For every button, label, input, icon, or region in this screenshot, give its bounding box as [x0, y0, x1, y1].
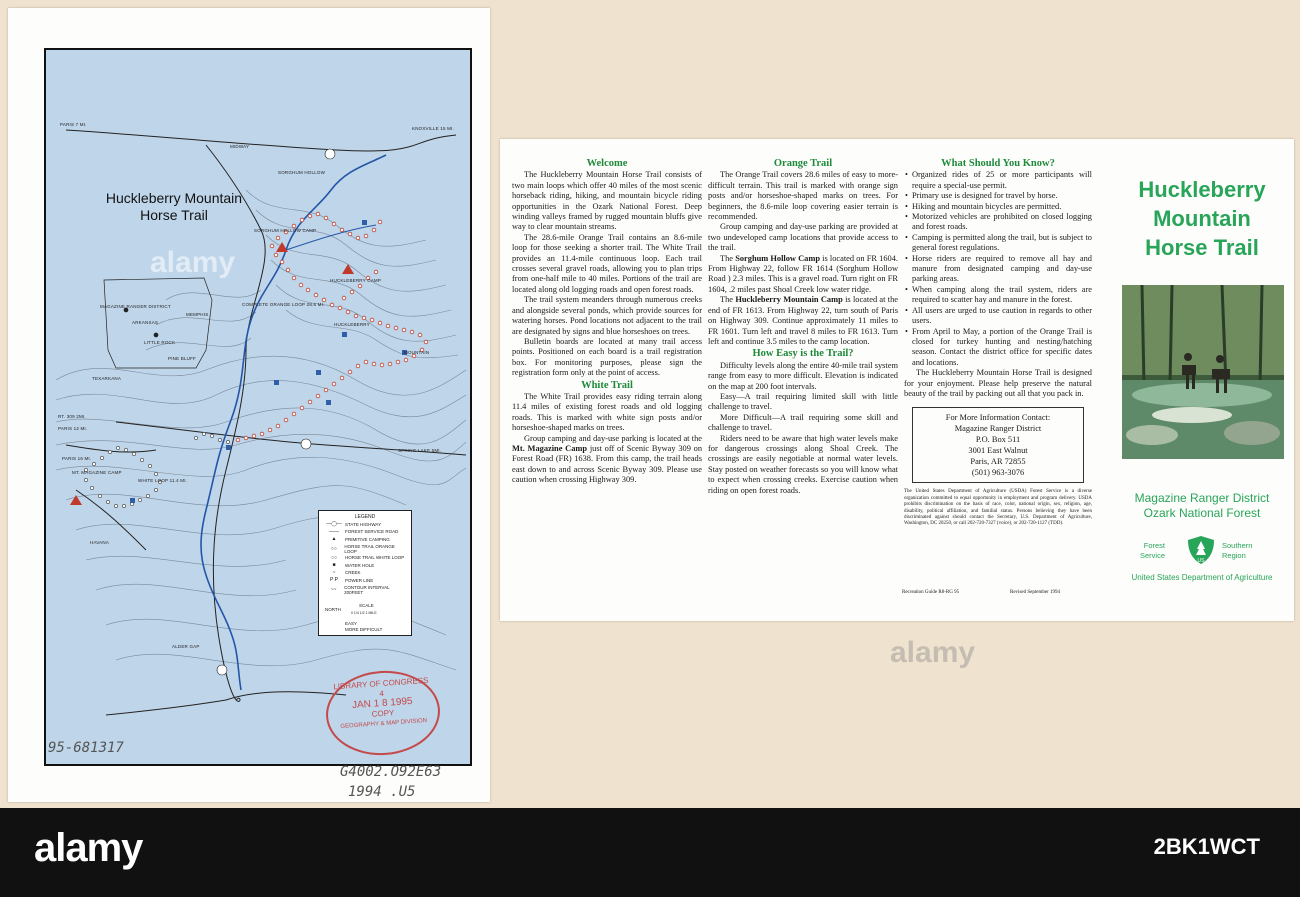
cover-title-line1: Huckleberry — [1138, 177, 1266, 202]
legend-item — [323, 577, 407, 583]
white-p2-c: just off of Scenic Byway 309 on Forest Road (FR) 1638. From this camp, the trail heads east down to and across Scenic Byway 309. Please use caution when crossing Highway 309. — [512, 443, 703, 485]
welcome-p1: The Huckleberry Mountain Horse Trail consists of two main loops which offer 40 miles of the most scenic horseback riding, hiking, and mountain bicycle riding opportunities in the Ozark National Forest. Deep winding valleys framed by rugged mountain bluffs give way to clear mountain streams. — [512, 170, 702, 232]
revised-date: Revised September 1994 — [1010, 590, 1060, 595]
legend-more-difficult: MORE DIFFICULT — [345, 627, 383, 632]
welcome-p3: The trail system meanders through numerous creeks and alongside several ponds, which provide sources for watering horses. Pond locations not adjacent to the trail are designated by signs and blue horseshoes on trees. — [512, 295, 702, 336]
label-huckleberry-camp: HUCKLEBERRY CAMP — [330, 278, 382, 283]
cover-title-line2: Mountain — [1153, 206, 1251, 231]
know-list-item: • From April to May, a portion of the Orange Trail is closed for turkey hunting and nesting/hatching season. Contact the district office for specific dates and locations. — [912, 327, 1092, 369]
map-sheet — [8, 8, 490, 802]
legend-symbol: P P — [330, 577, 338, 584]
cover-title-line3: Horse Trail — [1145, 235, 1259, 260]
welcome-p2: The 28.6-mile Orange Trail contains an 8.6-mile loop for those seeking a shorter trail. The White Trail provides an 11.4-mile continuous loop. Each trail crosses several gravel roads, allowing you to plan trips from one-half mile to 40 miles. Portions of the trail are located along old logging roads and open forest roads. — [512, 232, 702, 294]
legend-label: CREEK — [345, 570, 361, 576]
legend-symbol: ○○ — [330, 554, 338, 561]
column-orange — [708, 159, 898, 496]
handwritten-number: 95-681317 — [48, 740, 124, 756]
know-list-item: • When camping along the trail system, riders are required to scatter hay and manure in the forest. — [912, 285, 1092, 306]
legend-label: POWER LINE — [345, 577, 374, 583]
legend-symbol: ~~ — [330, 586, 337, 593]
map-title-line1: Huckleberry Mountain — [105, 190, 243, 206]
legend-item — [323, 521, 407, 527]
label-mountain: MOUNTAIN — [404, 350, 430, 355]
label-knoxville: KNOXVILLE 15 MI. — [412, 126, 454, 131]
orange-p2: Group camping and day-use parking are provided at two undeveloped camp locations that provide access to the trail. — [708, 222, 898, 253]
trail-map — [44, 48, 472, 766]
svg-text:US: US — [1197, 558, 1205, 564]
stamp-line3: JAN 1 8 1995 — [351, 695, 413, 712]
recreation-guide-number: Recreation Guide R8-RG 95 — [902, 590, 960, 595]
fs-left-line2: Service — [1140, 551, 1166, 560]
fs-right-line2: Region — [1222, 551, 1246, 560]
cover-district-line1: Magazine Ranger District — [1134, 491, 1270, 505]
know-list-item: • Motorized vehicles are prohibited on closed logging and forest roads. — [912, 212, 1092, 233]
contact-line3: P.O. Box 511 — [975, 435, 1021, 445]
easy-heading: How Easy is the Trail? — [752, 348, 854, 360]
legend-label: HORSE TRAIL ORANGE LOOP — [344, 543, 395, 554]
fs-right-line1: Southern — [1222, 541, 1253, 550]
easy-p4: Riders need to be aware that high water levels make for dangerous crossings along Shoal Creek. The crossings are easily negotiable at normal water levels. Stay posted on weather forecasts so you will know what to expect when crossing creeks. Exercise caution when riding on open forest roads. — [708, 433, 898, 495]
white-p2-camp: Mt. Magazine Camp — [512, 443, 588, 453]
welcome-p4: Bulletin boards are located at many trail access points. Positioned on each board is a trail registration box. For monitoring purposes, please sign the registration form only at the point of access. — [512, 336, 702, 378]
map-legend — [318, 510, 412, 636]
know-list-item: • Camping is permitted along the trail, but is subject to general forest regulations. — [912, 233, 1092, 254]
know-closing: The Huckleberry Mountain Horse Trail is designed for your enjoyment. Please help preserve the natural beauty of the trail by packing out all that you pack in. — [904, 368, 1092, 398]
orange-p1: The Orange Trail covers 28.6 miles of easy to more-difficult terrain. This trail is marked with orange sign posts and/or horseshoe-shaped marks on trees. For beginners, the 8.6-mile loop covering easier terrain is recommended. — [708, 170, 898, 222]
label-sorghum-camp: SORGHUM HOLLOW CAMP — [254, 228, 317, 233]
easy-p1: Difficulty levels along the entire 40-mile trail system range from easy to more difficult. Elevation is indicated on the map at 200 foot intervals. — [708, 360, 898, 391]
cover-title — [1110, 175, 1294, 262]
orange-p3-a: The — [720, 253, 736, 263]
legend-item — [323, 570, 407, 576]
label-white-loop: WHITE LOOP 11.4 MI. — [138, 478, 188, 483]
contact-line1: For More Information Contact: — [945, 413, 1051, 423]
cover-panel — [1110, 139, 1294, 621]
contact-line4: 3001 East Walnut — [968, 446, 1028, 456]
white-p1: The White Trail provides easy riding terrain along 11.4 miles of existing forest roads and old logging roads. This is marked with white sign posts and/or horseshoe-shaped marks on trees. — [512, 391, 702, 433]
handwritten-call-year: 1994 .U5 — [348, 784, 416, 800]
label-spring-lake: SPRING LAKE 5MI. — [398, 448, 442, 453]
label-pine-bluff: PINE BLUFF — [168, 356, 197, 361]
white-heading: White Trail — [581, 379, 633, 391]
stamp-line4: COPY — [371, 708, 395, 719]
legend-label: STATE HIGHWAY — [345, 521, 382, 527]
fs-left-line1: Forest — [1143, 541, 1166, 550]
column-know — [904, 159, 1092, 528]
stamp-line2: 4 — [379, 688, 385, 699]
legend-symbol: ○○ — [330, 545, 337, 552]
map-title-line2: Horse Trail — [140, 207, 208, 223]
legend-symbol: —— — [329, 528, 339, 535]
know-list-item: • All users are urged to use caution in regards to other users. — [912, 306, 1092, 327]
legend-item — [323, 536, 407, 542]
stamp-line5: GEOGRAPHY & MAP DIVISION — [340, 717, 428, 730]
know-list-item: • Primary use is designed for travel by horse. — [912, 191, 1092, 201]
legend-label: HORSE TRAIL WHITE LOOP — [345, 555, 405, 561]
legend-item — [323, 544, 407, 554]
map-drawing — [46, 50, 470, 764]
label-paris-16: PARIS 16 MI. — [62, 456, 92, 461]
label-alder-gap: ALDER GAP — [172, 644, 200, 649]
legend-symbol: ■ — [332, 562, 336, 569]
handwritten-call-number: G4002.O92E63 — [340, 764, 442, 780]
watermark-brand: alamy — [34, 826, 143, 870]
legend-label: PRIMITIVE CAMPING — [345, 536, 390, 542]
legend-item — [323, 555, 407, 561]
label-midway: MIDWAY — [230, 144, 250, 149]
label-orange-loop: COMPLETE ORANGE LOOP 28.6 MI. — [242, 302, 325, 307]
know-list-item: • Organized rides of 25 or more participants will require a special-use permit. — [912, 170, 1092, 191]
legend-label: FOREST SERVICE ROAD — [345, 529, 399, 535]
label-arkansas: ARKANSAS — [132, 320, 159, 325]
label-little-rock: LITTLE ROCK — [144, 340, 176, 345]
know-list — [904, 170, 1092, 368]
nondiscrimination-text: The United States Department of Agriculture (USDA) Forest Service is a diverse organization committed to equal opportunity in employment and program delivery. USDA prohibits discrimination on the basis of race, color, national origin, sex, religion, age, disability, political affiliation, and familial status. Persons believing they have been discriminated against should contact the Secretary, U.S. Department of Agriculture, Washington, DC 20250, or call 202-720-7327 (voice), or 202-720-1127 (TDD). — [904, 489, 1092, 527]
know-list-item: • Horse riders are required to remove all hay and manure from designated camping and day-use parking areas. — [912, 254, 1092, 285]
usda-text: United States Department of Agriculture — [1131, 573, 1273, 582]
orange-p4-camp: Huckleberry Mountain Camp — [735, 295, 843, 305]
legend-scale: SCALE — [359, 603, 374, 608]
watermark-ghost-1: alamy — [150, 246, 236, 279]
stamp-line1: LIBRARY OF CONGRESS — [333, 675, 429, 692]
southern-region-text — [1222, 541, 1252, 561]
label-havana: HAVANA — [90, 540, 110, 545]
legend-scale-ticks: 0 1/4 1/2 1 MILE — [351, 611, 377, 615]
label-memphis: MEMPHIS — [186, 312, 209, 317]
watermark-image-id: 2BK1WCT — [1153, 834, 1260, 859]
legend-title: LEGEND — [354, 514, 376, 520]
label-paris-top: PARIS 7 MI. — [60, 122, 87, 127]
map-title — [94, 190, 254, 224]
primitive-camps — [70, 242, 354, 505]
label-sorghum-hollow: SORGHUM HOLLOW — [278, 170, 326, 175]
legend-north: NORTH — [325, 607, 341, 612]
legend-symbol: ~ — [332, 569, 336, 576]
legend-easy: EASY — [345, 621, 358, 626]
orange-p3-c: is located on FR 1604. From Highway 22, follow FR 1614 (Sorghum Hollow Road ) 2.3 miles. This is a gravel road. Turn right on FR 1604, .2 miles past Shoal Creek low water ridge. — [708, 253, 898, 294]
legend-label: CONTOUR INTERVAL 200FEET — [344, 584, 390, 595]
white-p2 — [512, 434, 702, 486]
contact-line2: Magazine Ranger District — [954, 424, 1042, 434]
know-list-item: • Hiking and mountain bicycles are permitted. — [912, 202, 1092, 212]
watermark-ghost-2: alamy — [890, 636, 976, 669]
legend-symbol: ▲ — [331, 536, 337, 543]
cover-district — [1110, 491, 1294, 521]
cover-district-line2: Ozark National Forest — [1143, 506, 1261, 520]
label-paris-12: PARIS 12 MI. — [58, 426, 88, 431]
orange-p3-camp: Sorghum Hollow Camp — [735, 253, 820, 263]
label-magazine-rd: MAGAZINE RANGER DISTRICT — [100, 304, 171, 309]
legend-items — [319, 521, 411, 594]
legend-item — [323, 562, 407, 568]
easy-p3: More Difficult—A trail requiring some skill and challenge to travel. — [708, 412, 898, 433]
legend-symbol: —◯— — [326, 521, 342, 528]
orange-heading: Orange Trail — [773, 158, 833, 169]
orange-p3 — [708, 254, 898, 296]
know-heading: What Should You Know? — [941, 158, 1055, 169]
contact-line6: (501) 963-3076 — [971, 468, 1025, 478]
label-rt309: RT. 309 2MI. — [58, 414, 86, 419]
forest-service-block — [1110, 535, 1294, 569]
contact-line5: Paris, AR 72855 — [970, 457, 1026, 467]
label-huckleberry: HUCKLEBERRY — [334, 322, 370, 327]
horseback-riders-photo — [1122, 285, 1284, 459]
legend-item — [323, 529, 407, 535]
watermark-bar — [0, 808, 1300, 897]
label-texarkana: TEXARKANA — [92, 376, 122, 381]
contact-box — [912, 407, 1084, 483]
orange-p4 — [708, 295, 898, 347]
label-mt-magazine: MT. MAGAZINE CAMP — [72, 470, 122, 475]
usfs-shield-icon — [1186, 535, 1216, 565]
orange-p4-a: The — [720, 295, 736, 305]
legend-item — [323, 585, 407, 595]
white-p2-a: Group camping and day-use parking is located at the — [524, 433, 702, 443]
orange-p4-c: is located at the end of FR 1613. From Highway 22, turn south of Paris on Highway 309. Continue approximately 11 miles to FR 1601. Turn left and travel 8 miles to FR 1613. Turn left and continue 3.5 miles to the camp location. — [708, 295, 899, 346]
forest-service-text — [1140, 541, 1165, 561]
brochure-sheet — [500, 139, 1294, 621]
column-welcome — [512, 159, 702, 486]
easy-p2: Easy—A trail requiring limited skill with little challenge to travel. — [708, 391, 898, 412]
welcome-heading: Welcome — [586, 158, 628, 169]
legend-label: WATER HOLE — [345, 562, 375, 568]
